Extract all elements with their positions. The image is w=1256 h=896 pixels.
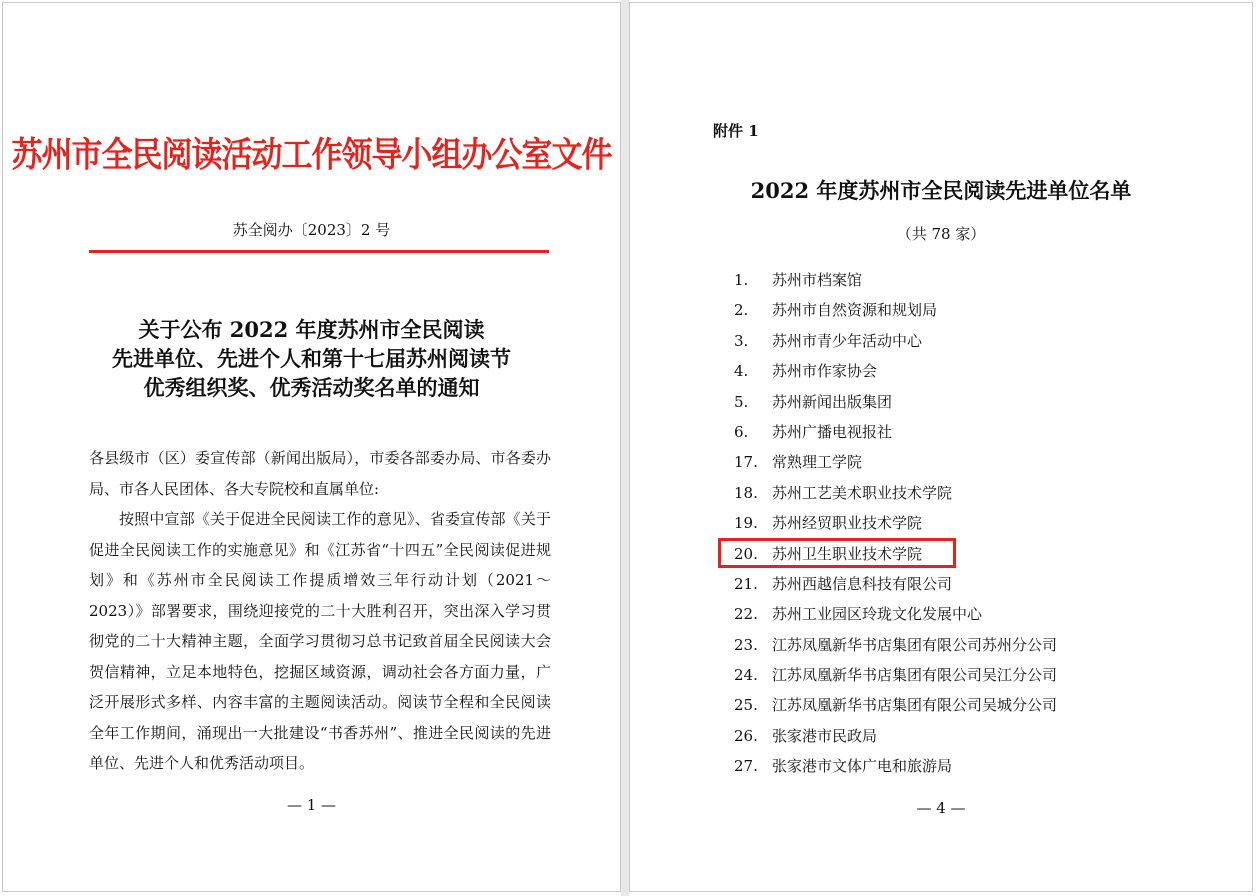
list-item: [734, 599, 1057, 629]
list-item-name: 张家港市文体广电和旅游局: [772, 757, 953, 776]
list-count: （共 78 家）: [896, 225, 986, 243]
list-item: [734, 630, 1057, 660]
list-item: [734, 265, 1057, 295]
list-item: [734, 508, 1057, 538]
list-item-name: 苏州西越信息科技有限公司: [772, 574, 953, 593]
list-item: [734, 660, 1057, 690]
list-item-name: 苏州市青少年活动中心: [772, 331, 923, 350]
notice-body: [89, 443, 551, 779]
list-item-number: 22.: [734, 605, 758, 624]
page-number: — 1 —: [286, 796, 337, 814]
document-page-1: [2, 2, 621, 892]
list-item-name: 苏州经贸职业技术学院: [772, 514, 923, 533]
list-item: [734, 569, 1057, 599]
list-item: [734, 326, 1057, 356]
list-item: [734, 478, 1057, 508]
list-item-name: 苏州卫生职业技术学院: [772, 544, 923, 563]
attachment-label: 附件 1: [713, 122, 759, 140]
list-item-name: 苏州新闻出版集团: [772, 392, 893, 411]
list-item-number: 1.: [734, 271, 749, 289]
list-item-number: 6.: [734, 422, 749, 441]
list-item-name: 江苏凤凰新华书店集团有限公司吴城分公司: [772, 696, 1058, 715]
list-item-number: 25.: [734, 696, 758, 715]
list-item-name: 江苏凤凰新华书店集团有限公司吴江分公司: [772, 666, 1058, 685]
list-item-name: 苏州工艺美术职业技术学院: [772, 483, 953, 502]
list-item: [734, 751, 1057, 781]
list-item-number: 19.: [734, 514, 758, 533]
list-title: 2022 年度苏州市全民阅读先进单位名单: [750, 178, 1132, 203]
list-item: [734, 295, 1057, 325]
notice-title-line: 优秀组织奖、优秀活动奖名单的通知: [143, 375, 480, 400]
list-item-number: 2.: [734, 301, 749, 320]
page-number: — 4 —: [916, 799, 966, 817]
document-number: 苏全阅办〔2023〕2 号: [232, 221, 391, 239]
highlight-box: [718, 538, 956, 568]
document-page-4: [629, 2, 1253, 892]
list-item-number: 23.: [734, 635, 758, 654]
list-item-name: 江苏凤凰新华书店集团有限公司苏州分公司: [772, 635, 1058, 654]
list-item: [734, 721, 1057, 751]
list-item-number: 26.: [734, 726, 758, 745]
list-item-name: 苏州市作家协会: [772, 362, 878, 381]
list-item-number: 4.: [734, 362, 749, 381]
list-item: [734, 417, 1057, 447]
salutation: 各县级市（区）委宣传部（新闻出版局），市委各部委办局、市各委办局、市各人民团体、各大专院校和直属单位:: [89, 449, 551, 498]
list-item-name: 苏州工业园区玲珑文化发展中心: [772, 605, 983, 624]
list-item-name: 苏州市自然资源和规划局: [772, 301, 938, 320]
list-item-name: 常熟理工学院: [772, 453, 863, 472]
list-item-number: 17.: [734, 453, 758, 472]
notice-title: [3, 315, 620, 402]
list-item-name: 苏州广播电视报社: [772, 422, 893, 441]
list-item-number: 21.: [734, 574, 758, 593]
list-item-name: 苏州市档案馆: [772, 271, 863, 289]
body-paragraph: 按照中宣部《关于促进全民阅读工作的意见》、省委宣传部《关于促进全民阅读工作的实施意见》和《江苏省“十四五”全民阅读促进规划》和《苏州市全民阅读工作提质增效三年行动计划（2021～2023）》部署要求，围绕迎接党的二十大胜利召开，突出深入学习贯彻党的二十大精神主题，全面学习贯彻习总书记致首届全民阅读大会贺信精神，立足本地特色，挖掘区域资源，调动社会各方面力量，广泛开展形式多样、内容丰富的主题阅读活动。阅读节全程和全民阅读全年工作期间，涌现出一大批建设“书香苏州”、推进全民阅读的先进单位、先进个人和优秀活动项目。: [89, 510, 551, 772]
list-item-number: 3.: [734, 331, 749, 350]
list-item-name: 张家港市民政局: [772, 726, 878, 745]
page-gutter: [621, 0, 629, 896]
list-item-number: 27.: [734, 757, 758, 776]
notice-title-line: 关于公布 2022 年度苏州市全民阅读: [138, 317, 485, 342]
list-item-number: 24.: [734, 666, 758, 685]
list-item: [734, 447, 1057, 477]
list-item: [734, 690, 1057, 720]
list-item-number: 18.: [734, 483, 758, 502]
list-item-number: 5.: [734, 392, 749, 411]
masthead: 苏州市全民阅读活动工作领导小组办公室文件: [11, 135, 612, 176]
red-separator-line: [89, 250, 549, 253]
list-item-number: 20.: [734, 544, 758, 563]
list-item: [734, 387, 1057, 417]
notice-title-line: 先进单位、先进个人和第十七届苏州阅读节: [112, 346, 511, 371]
list-item: [734, 356, 1057, 386]
unit-list: [734, 265, 1057, 782]
